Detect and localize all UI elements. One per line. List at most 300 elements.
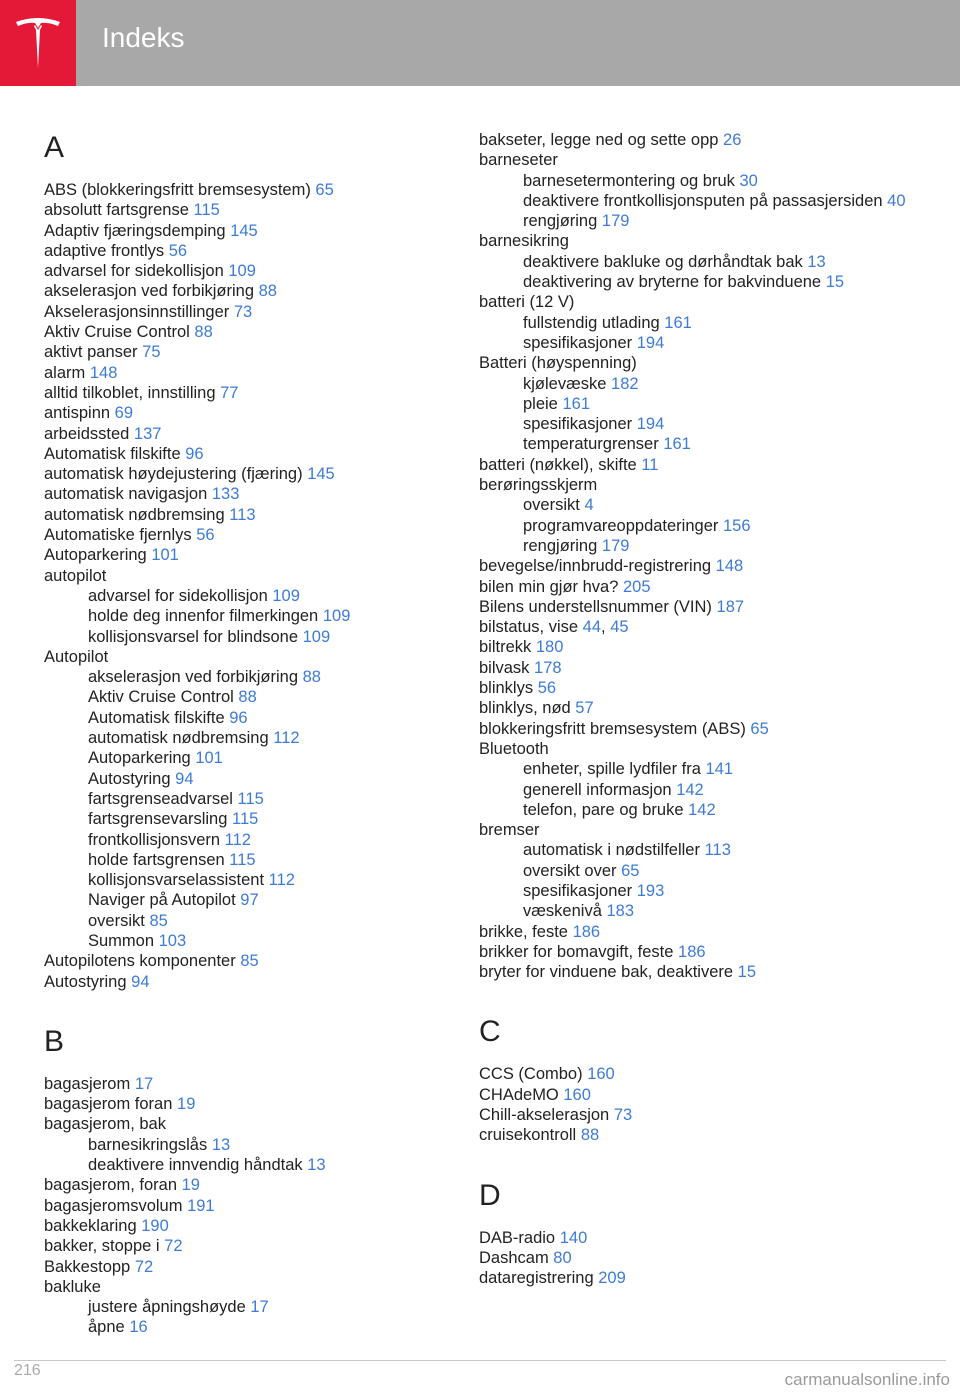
page-link[interactable]: 115 — [193, 201, 220, 220]
entry-text: brikke, feste — [479, 922, 568, 941]
page-link[interactable]: 160 — [587, 1065, 615, 1084]
entry-text: generell informasjon — [523, 780, 672, 799]
entry-text: alarm — [44, 363, 86, 382]
page-link[interactable]: 85 — [240, 952, 259, 971]
entry-text: batteri (nøkkel), skifte — [479, 455, 637, 474]
page-link[interactable]: 142 — [688, 800, 716, 819]
section-letter: A — [44, 131, 65, 164]
page-link[interactable]: 30 — [739, 171, 758, 190]
page-link[interactable]: 156 — [722, 516, 751, 535]
page-link[interactable]: 133 — [211, 485, 240, 504]
index-entry — [479, 637, 919, 657]
page-link[interactable]: 57 — [575, 699, 594, 718]
index-subentry — [44, 586, 444, 606]
entry-text: absolutt fartsgrense — [44, 201, 189, 220]
page-link[interactable]: 16 — [129, 1318, 148, 1337]
page-link[interactable]: 26 — [723, 131, 742, 149]
page-link[interactable]: 194 — [636, 333, 665, 352]
page-link[interactable]: 186 — [572, 922, 601, 941]
page-link[interactable]: 182 — [611, 374, 639, 393]
page-link[interactable]: 11 — [641, 455, 659, 474]
page-link[interactable]: 88 — [580, 1126, 600, 1145]
entry-text: Autopilot — [44, 647, 109, 666]
entry-text: deaktivere innvendig håndtak — [88, 1156, 303, 1175]
page-link[interactable]: 186 — [678, 942, 706, 961]
index-entry — [44, 221, 444, 241]
section-letter: C — [479, 1015, 501, 1049]
page-link[interactable]: 115 — [232, 810, 259, 829]
page-link[interactable]: 73 — [233, 302, 253, 321]
entry-text: barnesikring — [479, 232, 569, 251]
index-entry — [44, 302, 444, 322]
entry-text: CHAdeMO — [479, 1085, 559, 1104]
page-link[interactable]: 183 — [606, 902, 634, 921]
page-link[interactable]: 101 — [195, 749, 223, 768]
index-entry — [479, 678, 919, 698]
index-entry — [479, 1085, 919, 1105]
entry-text: Autostyring — [88, 769, 171, 788]
entry-text: Autopilotens komponenter — [44, 952, 236, 971]
index-entry — [479, 922, 919, 942]
entry-text: blinklys, nød — [479, 699, 571, 718]
entry-text: Automatiske fjernlys — [44, 526, 192, 545]
index-subentry — [479, 313, 919, 333]
page-link[interactable]: 109 — [302, 627, 331, 646]
index-subentry — [479, 495, 919, 515]
index-entry — [44, 525, 444, 545]
index-entry — [479, 455, 919, 475]
entry-text: rengjøring — [523, 212, 598, 231]
index-entry — [44, 545, 444, 565]
index-subentry — [479, 394, 919, 414]
index-entry — [44, 383, 444, 403]
index-entry — [44, 403, 444, 423]
tesla-logo-icon — [14, 16, 62, 70]
index-entry — [44, 261, 444, 281]
index-subentry — [44, 911, 444, 931]
page-link[interactable]: 73 — [613, 1106, 633, 1125]
entry-text: bagasjerom foran — [44, 1095, 173, 1114]
entry-text: frontkollisjonsvern — [88, 830, 221, 849]
index-entry — [479, 739, 919, 759]
index-entry — [44, 484, 444, 504]
page-link[interactable]: 56 — [537, 679, 557, 698]
index-entry — [44, 566, 444, 586]
index-subentry — [44, 769, 444, 789]
entry-text: akselerasjon ved forbikjøring — [88, 668, 299, 687]
page-link[interactable]: 101 — [151, 546, 179, 565]
page-link[interactable]: 109 — [322, 607, 351, 626]
entry-text: antispinn — [44, 404, 111, 423]
index-entry — [479, 719, 919, 739]
entry-text: telefon, pare og bruke — [523, 800, 684, 819]
page-link[interactable]: 193 — [636, 881, 665, 900]
entry-text: kollisjonsvarsel for blindsone — [88, 627, 299, 646]
page-link[interactable]: 140 — [559, 1228, 588, 1247]
page-link[interactable]: 187 — [716, 597, 745, 616]
index-entry — [44, 1257, 444, 1277]
index-subentry — [479, 881, 919, 901]
page-link[interactable]: 77 — [220, 383, 239, 402]
index-entry — [479, 150, 919, 170]
index-subentry — [44, 687, 444, 707]
entry-text: Automatisk filskifte — [88, 708, 225, 727]
page-link[interactable]: 40 — [887, 191, 906, 210]
page-link[interactable]: 109 — [272, 586, 300, 605]
entry-text: Summon — [88, 931, 155, 950]
page-header — [0, 0, 960, 86]
page-link[interactable]: 103 — [158, 931, 187, 950]
index-subentry — [479, 211, 919, 231]
index-entry — [44, 1074, 444, 1094]
index-subentry — [44, 606, 444, 626]
page-link[interactable]: 44 — [582, 618, 601, 637]
index-entry — [479, 475, 919, 495]
index-subentry — [44, 667, 444, 687]
page-link[interactable]: 88 — [258, 282, 277, 301]
index-entry — [44, 1175, 444, 1195]
entry-text: bakker, stoppe i — [44, 1237, 160, 1256]
page-link[interactable]: 115 — [237, 789, 264, 808]
index-subentry — [479, 272, 919, 292]
index-entry — [44, 505, 444, 525]
entry-text: spesifikasjoner — [523, 333, 633, 352]
entry-text: holde deg innenfor filmerkingen — [88, 607, 319, 626]
index-subentry — [479, 516, 919, 536]
page-link[interactable]: 17 — [134, 1074, 154, 1093]
index-subentry — [44, 850, 444, 870]
entry-text: Autostyring — [44, 972, 127, 991]
index-entry — [479, 1268, 919, 1288]
index-entry — [479, 1125, 919, 1145]
entry-text: bagasjerom — [44, 1074, 131, 1093]
index-entry — [479, 820, 919, 840]
entry-text: brikker for bomavgift, feste — [479, 942, 674, 961]
index-entry — [479, 698, 919, 718]
page-link[interactable]: 205 — [623, 577, 651, 596]
index-entry — [479, 556, 919, 576]
index-entry — [44, 1094, 444, 1114]
page-link[interactable]: 180 — [535, 638, 564, 657]
index-entry — [44, 444, 444, 464]
entry-text: blokkeringsfritt bremsesystem (ABS) — [479, 719, 746, 738]
index-entry — [44, 180, 444, 200]
entry-text: Chill-akselerasjon — [479, 1106, 610, 1125]
entry-text: dataregistrering — [479, 1269, 594, 1288]
index-subentry — [479, 901, 919, 921]
page-link[interactable]: 56 — [168, 241, 188, 260]
page-link[interactable]: 113 — [704, 841, 731, 860]
entry-text: automatisk høydejustering (fjæring) — [44, 465, 303, 484]
page-link[interactable]: 13 — [211, 1135, 231, 1154]
index-subentry — [44, 890, 444, 910]
index-subentry — [44, 931, 444, 951]
page-link[interactable]: 72 — [164, 1237, 183, 1256]
entry-text: bilstatus, vise — [479, 618, 579, 637]
page-link[interactable]: 75 — [142, 343, 161, 362]
entry-text: blinklys — [479, 679, 534, 698]
entry-text: oversikt — [523, 496, 580, 515]
index-subentry — [44, 830, 444, 850]
entry-text: Batteri (høyspenning) — [479, 354, 637, 373]
page-link[interactable]: 13 — [807, 252, 826, 271]
entry-text: Dashcam — [479, 1248, 549, 1267]
entry-text: kjølevæske — [523, 374, 607, 393]
page-link[interactable]: 191 — [187, 1196, 215, 1215]
index-entry: bilstatus, vise 44, 45 — [479, 618, 629, 637]
footer-divider — [14, 1360, 946, 1361]
index-entry — [479, 962, 919, 982]
index-subentry — [479, 759, 919, 779]
entry-text: Autoparkering — [88, 749, 191, 768]
entry-text: automatisk i nødstilfeller — [523, 841, 700, 860]
page-number: 216 — [14, 1362, 41, 1379]
page-link[interactable]: 161 — [562, 394, 590, 413]
index-subentry — [479, 434, 919, 454]
entry-text: automatisk nødbremsing — [88, 729, 269, 748]
entry-text: enheter, spille lydfiler fra — [523, 760, 701, 779]
entry-text: barnesikringslås — [88, 1135, 208, 1154]
entry-text: bilvask — [479, 658, 530, 677]
entry-text: fullstendig utlading — [523, 313, 660, 332]
entry-text: CCS (Combo) — [479, 1065, 583, 1084]
entry-text: arbeidssted — [44, 424, 130, 443]
index-subentry — [479, 861, 919, 881]
index-entry — [479, 353, 919, 373]
entry-text: automatisk nødbremsing — [44, 505, 225, 524]
entry-text: pleie — [523, 394, 558, 413]
index-subentry — [479, 414, 919, 434]
index-subentry — [44, 627, 444, 647]
entry-text: justere åpningshøyde — [88, 1298, 246, 1317]
entry-text: cruisekontroll — [479, 1126, 577, 1145]
page-link[interactable]: 194 — [636, 415, 665, 434]
entry-text: Aktiv Cruise Control — [88, 688, 234, 707]
index-subentry — [44, 1135, 444, 1155]
index-subentry — [479, 374, 919, 394]
page-link[interactable]: 179 — [601, 212, 630, 231]
entry-text: advarsel for sidekollisjon — [44, 262, 224, 281]
index-entry — [479, 130, 919, 150]
page-link[interactable]: 85 — [149, 911, 168, 930]
index-subentry — [479, 171, 919, 191]
index-entry — [44, 322, 444, 342]
entry-text: kollisjonsvarselassistent — [88, 871, 265, 890]
page-link[interactable]: 209 — [598, 1269, 626, 1288]
page-link[interactable]: 69 — [114, 404, 134, 423]
entry-text: Akselerasjonsinnstillinger — [44, 302, 230, 321]
page-link[interactable]: 142 — [676, 780, 704, 799]
entry-text: barneseter — [479, 151, 558, 170]
page-link[interactable]: 88 — [238, 688, 257, 707]
entry-text: Bluetooth — [479, 739, 549, 758]
page-link[interactable]: 80 — [553, 1248, 572, 1267]
entry-text: deaktivering av bryterne for bakvinduene — [523, 273, 822, 292]
page-link[interactable]: 15 — [825, 273, 845, 292]
page-link[interactable]: 161 — [664, 313, 692, 332]
entry-text: berøringsskjerm — [479, 476, 598, 495]
page-link[interactable]: 19 — [177, 1095, 196, 1114]
entry-text: rengjøring — [523, 536, 598, 555]
entry-text: deaktivere bakluke og dørhåndtak bak — [523, 252, 803, 271]
page-link[interactable]: 161 — [663, 435, 691, 454]
entry-text: Aktiv Cruise Control — [44, 323, 190, 342]
entry-text: bagasjerom, foran — [44, 1176, 177, 1195]
index-subentry — [44, 728, 444, 748]
page-link[interactable]: 141 — [705, 760, 734, 779]
index-entry — [479, 597, 919, 617]
entry-text: automatisk navigasjon — [44, 485, 208, 504]
entry-text: DAB-radio — [479, 1228, 556, 1247]
index-subentry — [44, 789, 444, 809]
page-link[interactable]: 65 — [621, 861, 640, 880]
section-letter: D — [479, 1178, 501, 1212]
entry-text: oversikt — [88, 911, 145, 930]
page-link[interactable]: 15 — [737, 963, 757, 982]
page-link[interactable]: 115 — [229, 850, 256, 869]
entry-text: temperaturgrenser — [523, 435, 659, 454]
index-entry — [479, 1105, 919, 1125]
page-link[interactable]: 65 — [750, 719, 769, 738]
watermark: carmanualsonline.info — [784, 1370, 950, 1389]
page-link[interactable]: 109 — [228, 262, 256, 281]
entry-text: holde fartsgrensen — [88, 850, 225, 869]
entry-text: bryter for vinduene bak, deaktivere — [479, 963, 734, 982]
index-entry — [479, 1228, 919, 1248]
entry-text: alltid tilkoblet, innstilling — [44, 383, 216, 402]
entry-text: batteri (12 V) — [479, 293, 575, 312]
entry-text: biltrekk — [479, 638, 532, 657]
page-link[interactable]: 190 — [141, 1216, 169, 1235]
page-link[interactable]: 17 — [250, 1298, 269, 1317]
section-letter: B — [44, 1024, 65, 1058]
index-subentry — [44, 748, 444, 768]
page-link[interactable]: 148 — [715, 557, 744, 576]
index-subentry — [479, 252, 919, 272]
index-entry — [479, 577, 919, 597]
index-entry — [44, 1216, 444, 1236]
index-entry — [479, 231, 919, 251]
page-link[interactable]: 97 — [240, 891, 259, 910]
page-link[interactable]: 65 — [315, 181, 334, 199]
page-link[interactable]: 88 — [302, 668, 321, 687]
index-entry — [44, 1236, 444, 1256]
page-link[interactable]: 145 — [230, 221, 258, 240]
index-entry — [44, 972, 444, 992]
index-entry — [479, 942, 919, 962]
page-link[interactable]: 56 — [196, 526, 215, 545]
entry-text: åpne — [88, 1318, 125, 1337]
entry-text: akselerasjon ved forbikjøring — [44, 282, 255, 301]
entry-text: Automatisk filskifte — [44, 444, 181, 463]
index-subentry — [44, 1297, 444, 1317]
page-link[interactable]: 13 — [307, 1156, 326, 1175]
page-link[interactable]: 112 — [224, 830, 251, 849]
entry-text: spesifikasjoner — [523, 881, 633, 900]
index-entry — [44, 951, 444, 971]
index-entry — [44, 1114, 444, 1134]
page-link[interactable]: 112 — [268, 871, 295, 890]
entry-text: Adaptiv fjæringsdemping — [44, 221, 226, 240]
entry-text: Bilens understellsnummer (VIN) — [479, 597, 712, 616]
entry-text: fartsgrenseadvarsel — [88, 789, 233, 808]
page-link[interactable]: 113 — [229, 505, 256, 524]
index-entry — [479, 1064, 919, 1084]
page-link[interactable]: 88 — [194, 323, 213, 342]
entry-text: autopilot — [44, 566, 107, 585]
entry-text: ABS (blokkeringsfritt bremsesystem) — [44, 181, 311, 199]
index-subentry — [44, 870, 444, 890]
index-subentry — [44, 809, 444, 829]
page-link[interactable]: 96 — [229, 708, 248, 727]
entry-text: bagasjeromsvolum — [44, 1196, 183, 1215]
page-link[interactable]: 160 — [563, 1085, 591, 1104]
entry-text: barnesetermontering og bruk — [523, 171, 735, 190]
entry-text: bremser — [479, 821, 540, 840]
index-column-left — [44, 130, 444, 1338]
entry-text: advarsel for sidekollisjon — [88, 586, 268, 605]
entry-text: oversikt over — [523, 861, 617, 880]
index-subentry — [44, 1155, 444, 1175]
page-link[interactable]: 19 — [181, 1176, 200, 1195]
page-link[interactable]: 72 — [134, 1257, 154, 1276]
page-link[interactable]: 4 — [584, 496, 594, 515]
page-link[interactable]: 178 — [534, 658, 562, 677]
index-subentry — [479, 840, 919, 860]
index-subentry — [479, 536, 919, 556]
entry-text: aktivt panser — [44, 343, 138, 362]
entry-text: programvareoppdateringer — [523, 516, 719, 535]
entry-text: spesifikasjoner — [523, 415, 633, 434]
index-entry — [44, 464, 444, 484]
index-entry — [44, 241, 444, 261]
page-link[interactable]: 137 — [133, 424, 162, 443]
logo-box — [0, 0, 76, 86]
page-link[interactable]: 148 — [89, 363, 118, 382]
index-subentry — [479, 333, 919, 353]
index-subentry — [479, 780, 919, 800]
entry-text: Naviger på Autopilot — [88, 891, 236, 910]
entry-text: Bakkestopp — [44, 1257, 131, 1276]
index-subentry — [479, 191, 919, 211]
page-link[interactable]: 145 — [307, 465, 335, 484]
index-entry — [44, 200, 444, 220]
page-link[interactable]: 96 — [185, 444, 204, 463]
index-entry — [479, 658, 919, 678]
index-entry — [479, 292, 919, 312]
index-subentry — [44, 708, 444, 728]
entry-text: adaptive frontlys — [44, 241, 165, 260]
page-link[interactable]: 45 — [610, 618, 629, 637]
entry-text: fartsgrensevarsling — [88, 810, 228, 829]
entry-text: væskenivå — [523, 902, 602, 921]
index-entry — [44, 363, 444, 383]
entry-text: bilen min gjør hva? — [479, 577, 619, 596]
page-link[interactable]: 94 — [175, 769, 194, 788]
page-link[interactable]: 179 — [601, 536, 630, 555]
entry-text: bagasjerom, bak — [44, 1115, 166, 1134]
index-subentry — [44, 1317, 444, 1337]
page-link[interactable]: 112 — [273, 729, 300, 748]
index-entry — [44, 1277, 444, 1297]
index-entry — [44, 281, 444, 301]
page-link[interactable]: 94 — [131, 972, 150, 991]
entry-text: bevegelse/innbrudd-registrering — [479, 557, 712, 576]
index-entry — [44, 647, 444, 667]
index-column-right — [479, 130, 919, 1289]
entry-text: bakluke — [44, 1277, 101, 1296]
index-entry — [44, 342, 444, 362]
